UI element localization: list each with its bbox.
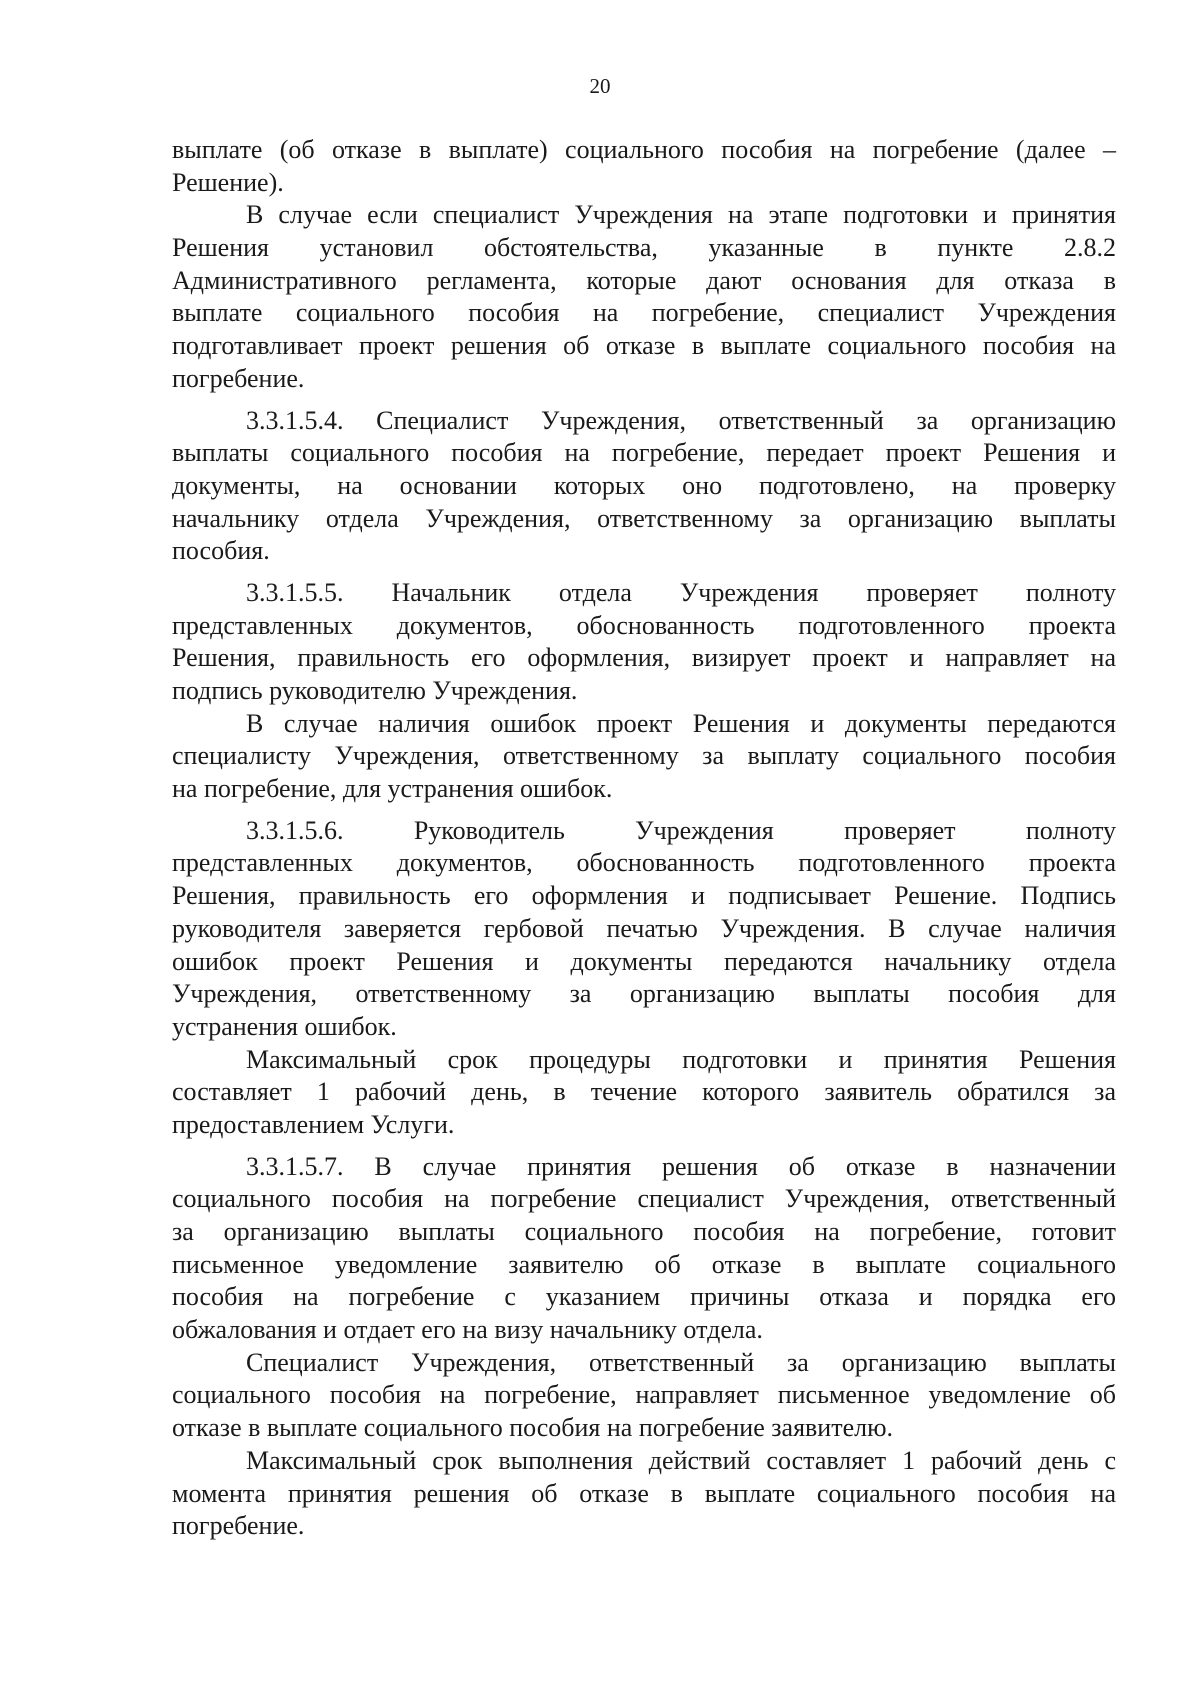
paragraph — [172, 199, 1116, 395]
paragraph — [172, 1044, 1116, 1142]
text-line: специалисту Учреждения, ответственному за выплату социального пособия — [172, 741, 1116, 771]
text-line: устранения ошибок. — [172, 1011, 397, 1041]
text-line: 3.3.1.5.6. Руководитель Учреждения проверяет полноту — [246, 815, 1116, 845]
text-line: Административного регламента, которые дают основания для отказа в — [172, 265, 1116, 295]
text-line: обжалования и отдает его на визу начальнику отдела. — [172, 1315, 763, 1345]
text-line: предоставлением Услуги. — [172, 1109, 455, 1139]
text-line: пособия. — [172, 536, 270, 566]
text-line: руководителя заверяется гербовой печатью Учреждения. В случае наличия — [172, 913, 1116, 943]
text-line: Специалист Учреждения, ответственный за организацию выплаты — [246, 1347, 1116, 1377]
document-body — [172, 134, 1116, 1543]
text-line: представленных документов, обоснованность подготовленного проекта — [172, 848, 1116, 878]
text-line: Решение). — [172, 167, 284, 197]
text-line: 3.3.1.5.5. Начальник отдела Учреждения проверяет полноту — [246, 577, 1116, 607]
paragraph — [172, 577, 1116, 708]
text-line: отказе в выплате социального пособия на погребение заявителю. — [172, 1413, 894, 1443]
text-line: социального пособия на погребение, направляет письменное уведомление об — [172, 1380, 1116, 1410]
text-line: составляет 1 рабочий день, в течение которого заявитель обратился за — [172, 1077, 1116, 1107]
text-line: В случае наличия ошибок проект Решения и документы передаются — [246, 708, 1116, 738]
text-line: ошибок проект Решения и документы передаются начальнику отдела — [172, 946, 1116, 976]
text-line: социального пособия на погребение специалист Учреждения, ответственный — [172, 1184, 1116, 1214]
paragraph-gap — [172, 396, 1116, 405]
paragraph-gap — [172, 806, 1116, 815]
paragraph — [172, 134, 1116, 199]
text-line: пособия на погребение с указанием причины отказа и порядка его — [172, 1282, 1116, 1312]
text-line: 3.3.1.5.7. В случае принятия решения об отказе в назначении — [246, 1151, 1116, 1181]
paragraph — [172, 1347, 1116, 1445]
text-line: выплате социального пособия на погребение, специалист Учреждения — [172, 298, 1116, 328]
text-line: Максимальный срок процедуры подготовки и принятия Решения — [246, 1044, 1116, 1074]
text-line: подготавливает проект решения об отказе в выплате социального пособия на — [172, 331, 1116, 361]
text-line: момента принятия решения об отказе в выплате социального пособия на — [172, 1478, 1116, 1508]
text-line: выплаты социального пособия на погребение, передает проект Решения и — [172, 438, 1116, 468]
text-line: Максимальный срок выполнения действий составляет 1 рабочий день с — [246, 1445, 1116, 1475]
paragraph — [172, 815, 1116, 1044]
text-line: на погребение, для устранения ошибок. — [172, 774, 613, 804]
text-line: документы, на основании которых оно подготовлено, на проверку — [172, 470, 1116, 500]
page-number: 20 — [589, 74, 611, 98]
paragraph — [172, 1151, 1116, 1347]
paragraph-gap — [172, 1142, 1116, 1151]
paragraph — [172, 1445, 1116, 1543]
text-line: Решения установил обстоятельства, указанные в пункте 2.8.2 — [172, 233, 1116, 263]
text-line: В случае если специалист Учреждения на этапе подготовки и принятия — [246, 200, 1116, 230]
text-line: погребение. — [172, 363, 305, 393]
text-line: Решения, правильность его оформления и подписывает Решение. Подпись — [172, 881, 1116, 911]
text-line: выплате (об отказе в выплате) социального пособия на погребение (далее – — [172, 135, 1116, 164]
text-line: за организацию выплаты социального пособия на погребение, готовит — [172, 1217, 1116, 1246]
text-line: погребение. — [172, 1511, 305, 1541]
text-line: начальнику отдела Учреждения, ответственному за организацию выплаты — [172, 503, 1116, 533]
text-line: 3.3.1.5.4. Специалист Учреждения, ответственный за организацию — [246, 405, 1116, 435]
text-line: Учреждения, ответственному за организацию выплаты пособия для — [172, 979, 1116, 1009]
text-line: Решения, правильность его оформления, визирует проект и направляет на — [172, 643, 1116, 673]
paragraph — [172, 708, 1116, 806]
text-line: представленных документов, обоснованность подготовленного проекта — [172, 610, 1116, 640]
text-line: подпись руководителю Учреждения. — [172, 676, 578, 705]
paragraph-gap — [172, 568, 1116, 577]
paragraph — [172, 405, 1116, 568]
text-line: письменное уведомление заявителю об отказе в выплате социального — [172, 1249, 1116, 1279]
